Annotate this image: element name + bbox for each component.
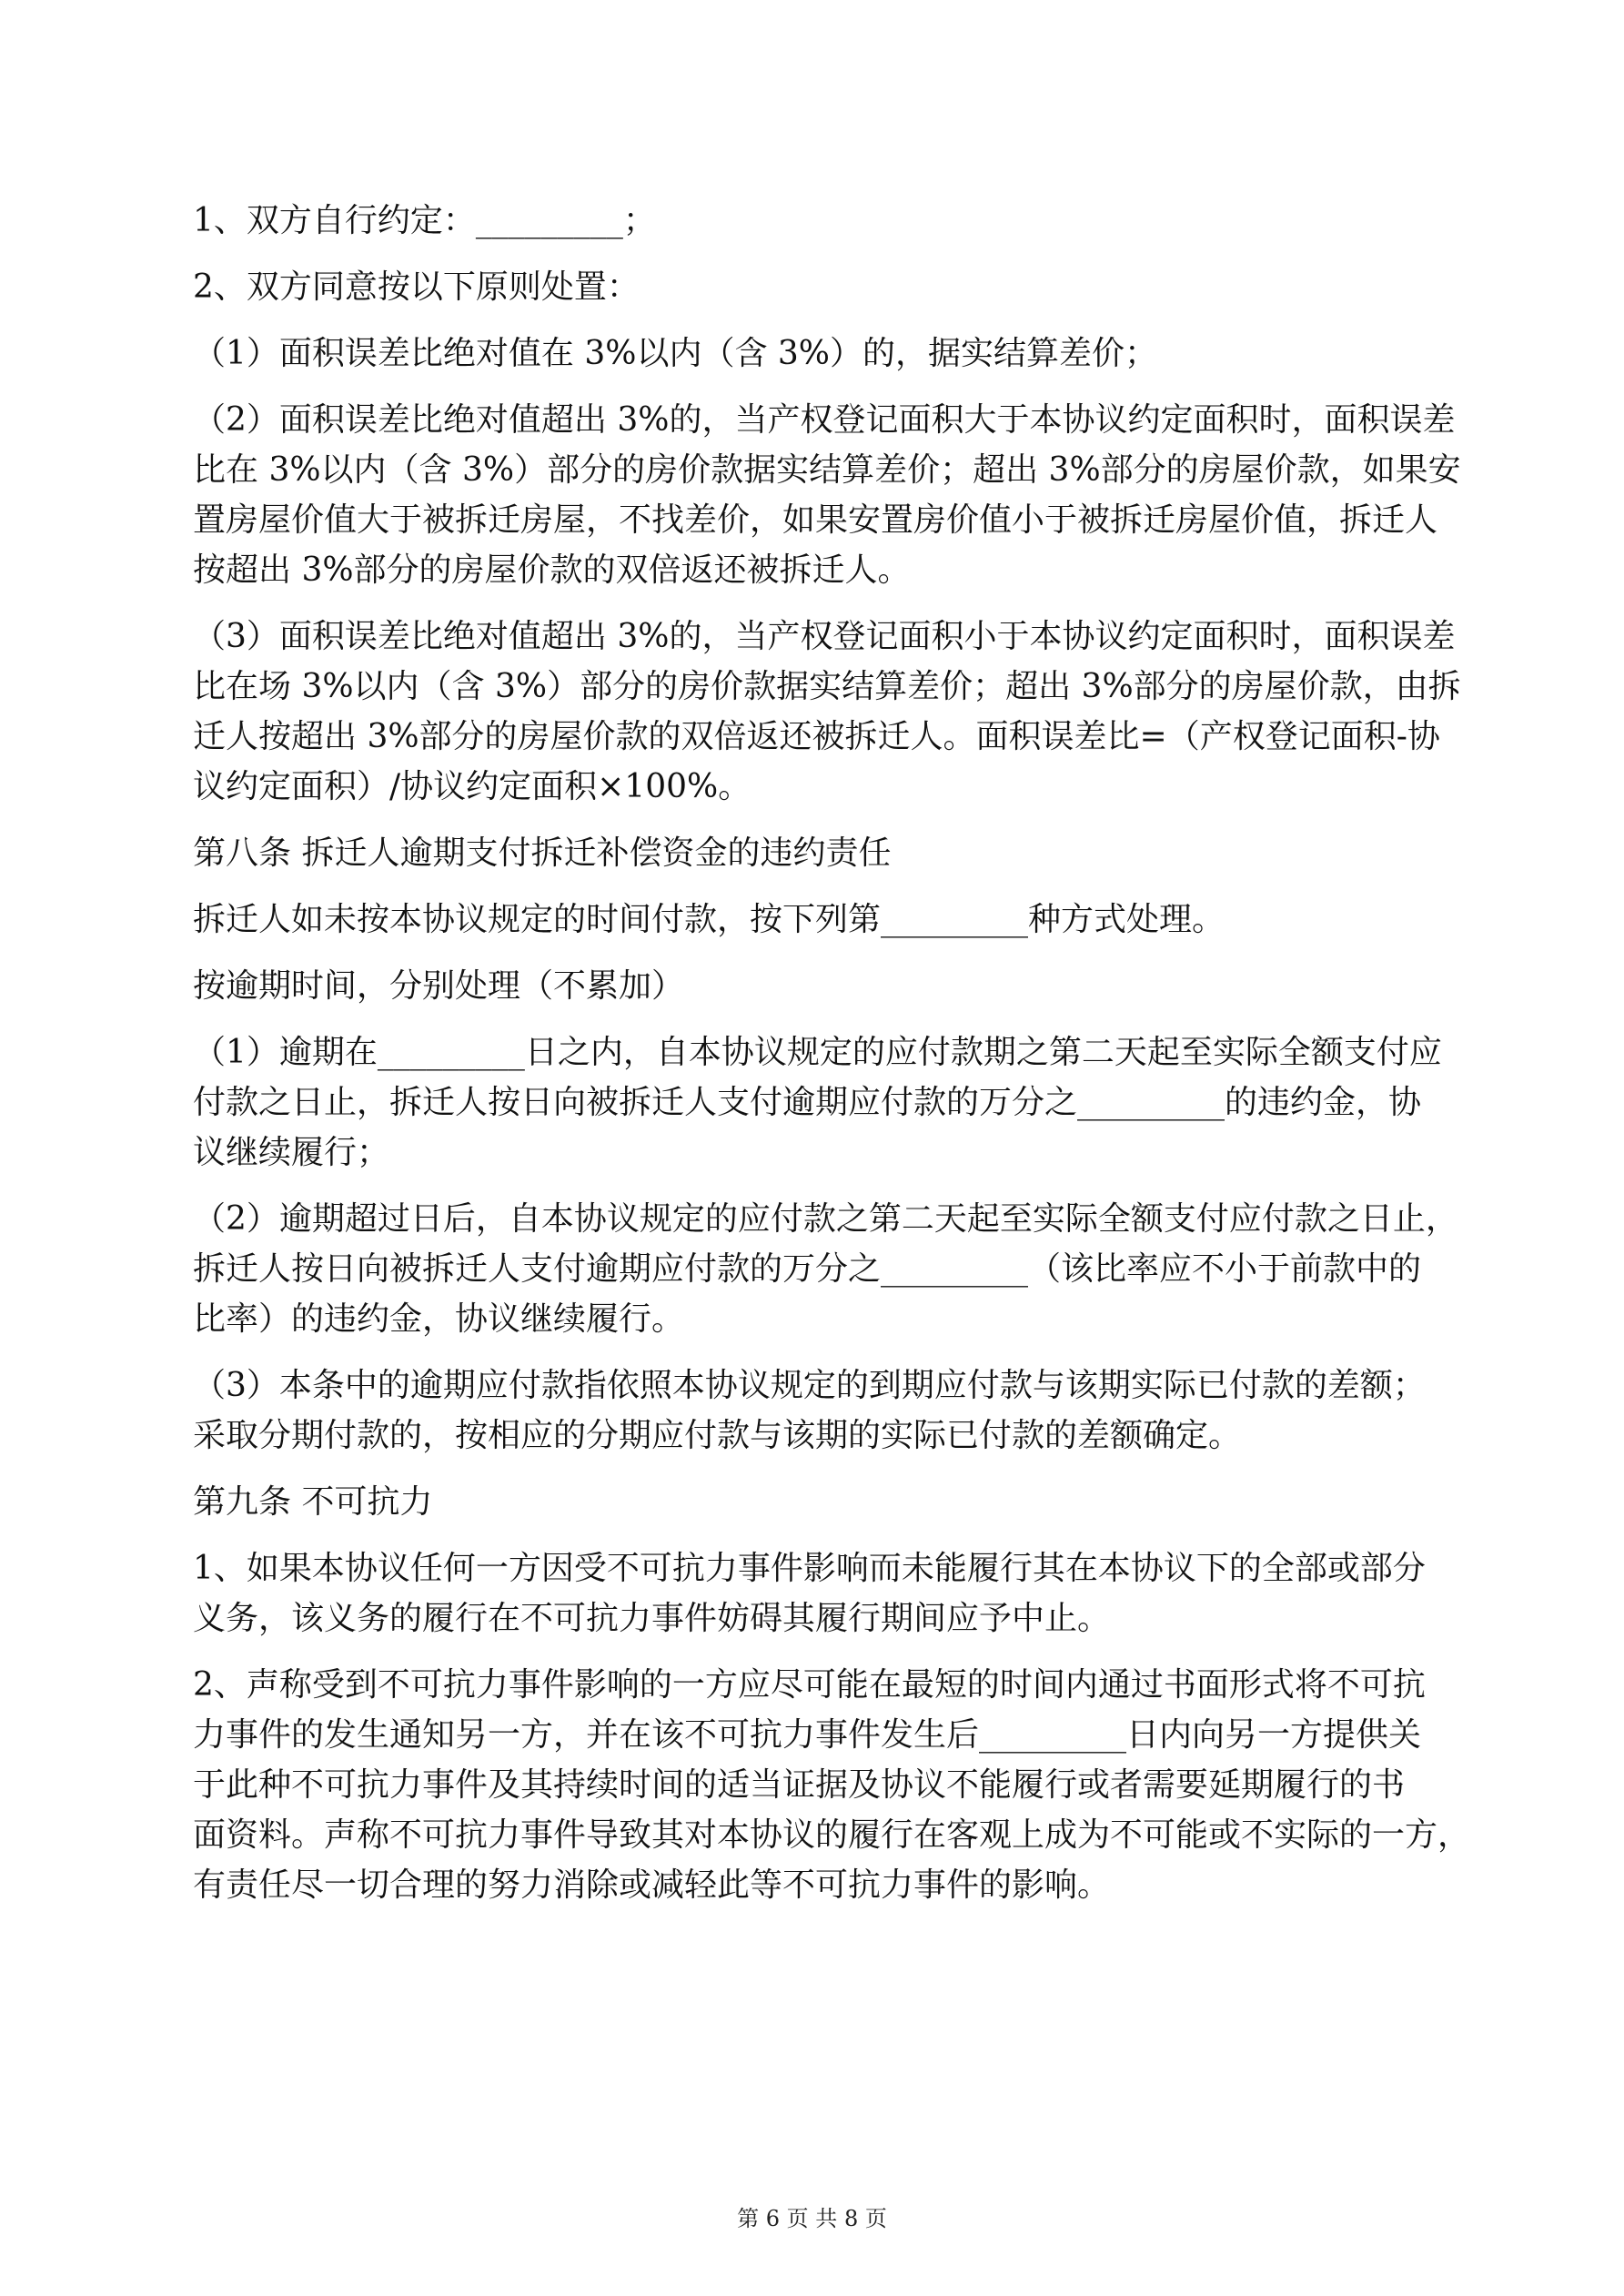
text-line: 付款之日止，拆迁人按日向被拆迁人支付逾期应付款的万分之_________的违约金，协 — [193, 1084, 1422, 1121]
text-line: 第八条 拆迁人逾期支付拆迁补偿资金的违约责任 — [193, 834, 892, 872]
text-line: （1）面积误差比绝对值在 3%以内（含 3%）的，据实结算差价； — [193, 335, 1158, 372]
paragraph — [193, 895, 1458, 945]
text-line: （1）逾期在_________日之内，自本协议规定的应付款期之第二天起至实际全额支付应 — [193, 1034, 1442, 1071]
text-line: （2）逾期超过日后，自本协议规定的应付款之第二天起至实际全额支付应付款之日止， — [193, 1200, 1458, 1238]
text-line: 义务，该义务的履行在不可抗力事件妨碍其履行期间应予中止。 — [193, 1600, 1111, 1637]
text-line: 迁人按超出 3%部分的房屋价款的双倍返还被拆迁人。面积误差比=（产权登记面积-协 — [193, 718, 1440, 755]
text-line: 议继续履行； — [193, 1134, 390, 1171]
text-line: （3）面积误差比绝对值超出 3%的，当产权登记面积小于本协议约定面积时，面积误差 — [193, 618, 1456, 655]
text-line: 按逾期时间，分别处理（不累加） — [193, 967, 685, 1005]
text-line: 比在场 3%以内（含 3%）部分的房价款据实结算差价；超出 3%部分的房屋价款，由拆 — [193, 668, 1461, 705]
paragraph — [193, 1360, 1458, 1461]
text-line: 置房屋价值大于被拆迁房屋，不找差价，如果安置房价值小于被拆迁房屋价值，拆迁人 — [193, 501, 1438, 539]
paragraph — [193, 961, 1458, 1011]
text-line: 面资料。声称不可抗力事件导致其对本协议的履行在客观上成为不可能或不实际的一方， — [193, 1816, 1471, 1854]
text-line: 有责任尽一切合理的努力消除或减轻此等不可抗力事件的影响。 — [193, 1866, 1111, 1904]
text-line: 拆迁人如未按本协议规定的时间付款，按下列第_________种方式处理。 — [193, 901, 1226, 938]
paragraph — [193, 1660, 1471, 1910]
text-line: （3）本条中的逾期应付款指依照本协议规定的到期应付款与该期实际已付款的差额； — [193, 1367, 1426, 1404]
text-line: （2）面积误差比绝对值超出 3%的，当产权登记面积大于本协议约定面积时，面积误差 — [193, 401, 1456, 439]
text-line: 2、声称受到不可抗力事件影响的一方应尽可能在最短的时间内通过书面形式将不可抗 — [193, 1666, 1426, 1704]
page-number: 第 6 页 共 8 页 — [737, 2206, 887, 2231]
text-line: 比在 3%以内（含 3%）部分的房价款据实结算差价；超出 3%部分的房屋价款，如果安 — [193, 451, 1461, 489]
text-line: 按超出 3%部分的房屋价款的双倍返还被拆迁人。 — [193, 551, 911, 589]
page-footer — [0, 2205, 1624, 2232]
paragraph — [193, 612, 1461, 812]
text-line: 议约定面积）/协议约定面积×100%。 — [193, 768, 751, 805]
paragraph — [193, 1027, 1458, 1178]
text-line: 比率）的违约金，协议继续履行。 — [193, 1300, 685, 1338]
document-body — [193, 196, 1471, 1927]
text-line: 1、双方自行约定：_________； — [193, 202, 656, 239]
paragraph — [193, 196, 1458, 246]
text-line: 于此种不可抗力事件及其持续时间的适当证据及协议不能履行或者需要延期履行的书 — [193, 1766, 1406, 1804]
text-line: 1、如果本协议任何一方因受不可抗力事件影响而未能履行其在本协议下的全部或部分 — [193, 1550, 1426, 1587]
text-line: 拆迁人按日向被拆迁人支付逾期应付款的万分之_________（该比率应不小于前款中的 — [193, 1250, 1422, 1288]
paragraph — [193, 1543, 1458, 1644]
text-line: 采取分期付款的，按相应的分期应付款与该期的实际已付款的差额确定。 — [193, 1417, 1242, 1454]
text-line: 2、双方同意按以下原则处置： — [193, 268, 640, 306]
text-line: 力事件的发生通知另一方，并在该不可抗力事件发生后_________日内向另一方提供关 — [193, 1716, 1422, 1754]
paragraph — [193, 828, 1458, 878]
paragraph — [193, 395, 1461, 595]
paragraph — [193, 1194, 1458, 1344]
paragraph — [193, 329, 1458, 379]
paragraph — [193, 262, 1458, 312]
text-line: 第九条 不可抗力 — [193, 1483, 433, 1521]
paragraph — [193, 1477, 1458, 1527]
